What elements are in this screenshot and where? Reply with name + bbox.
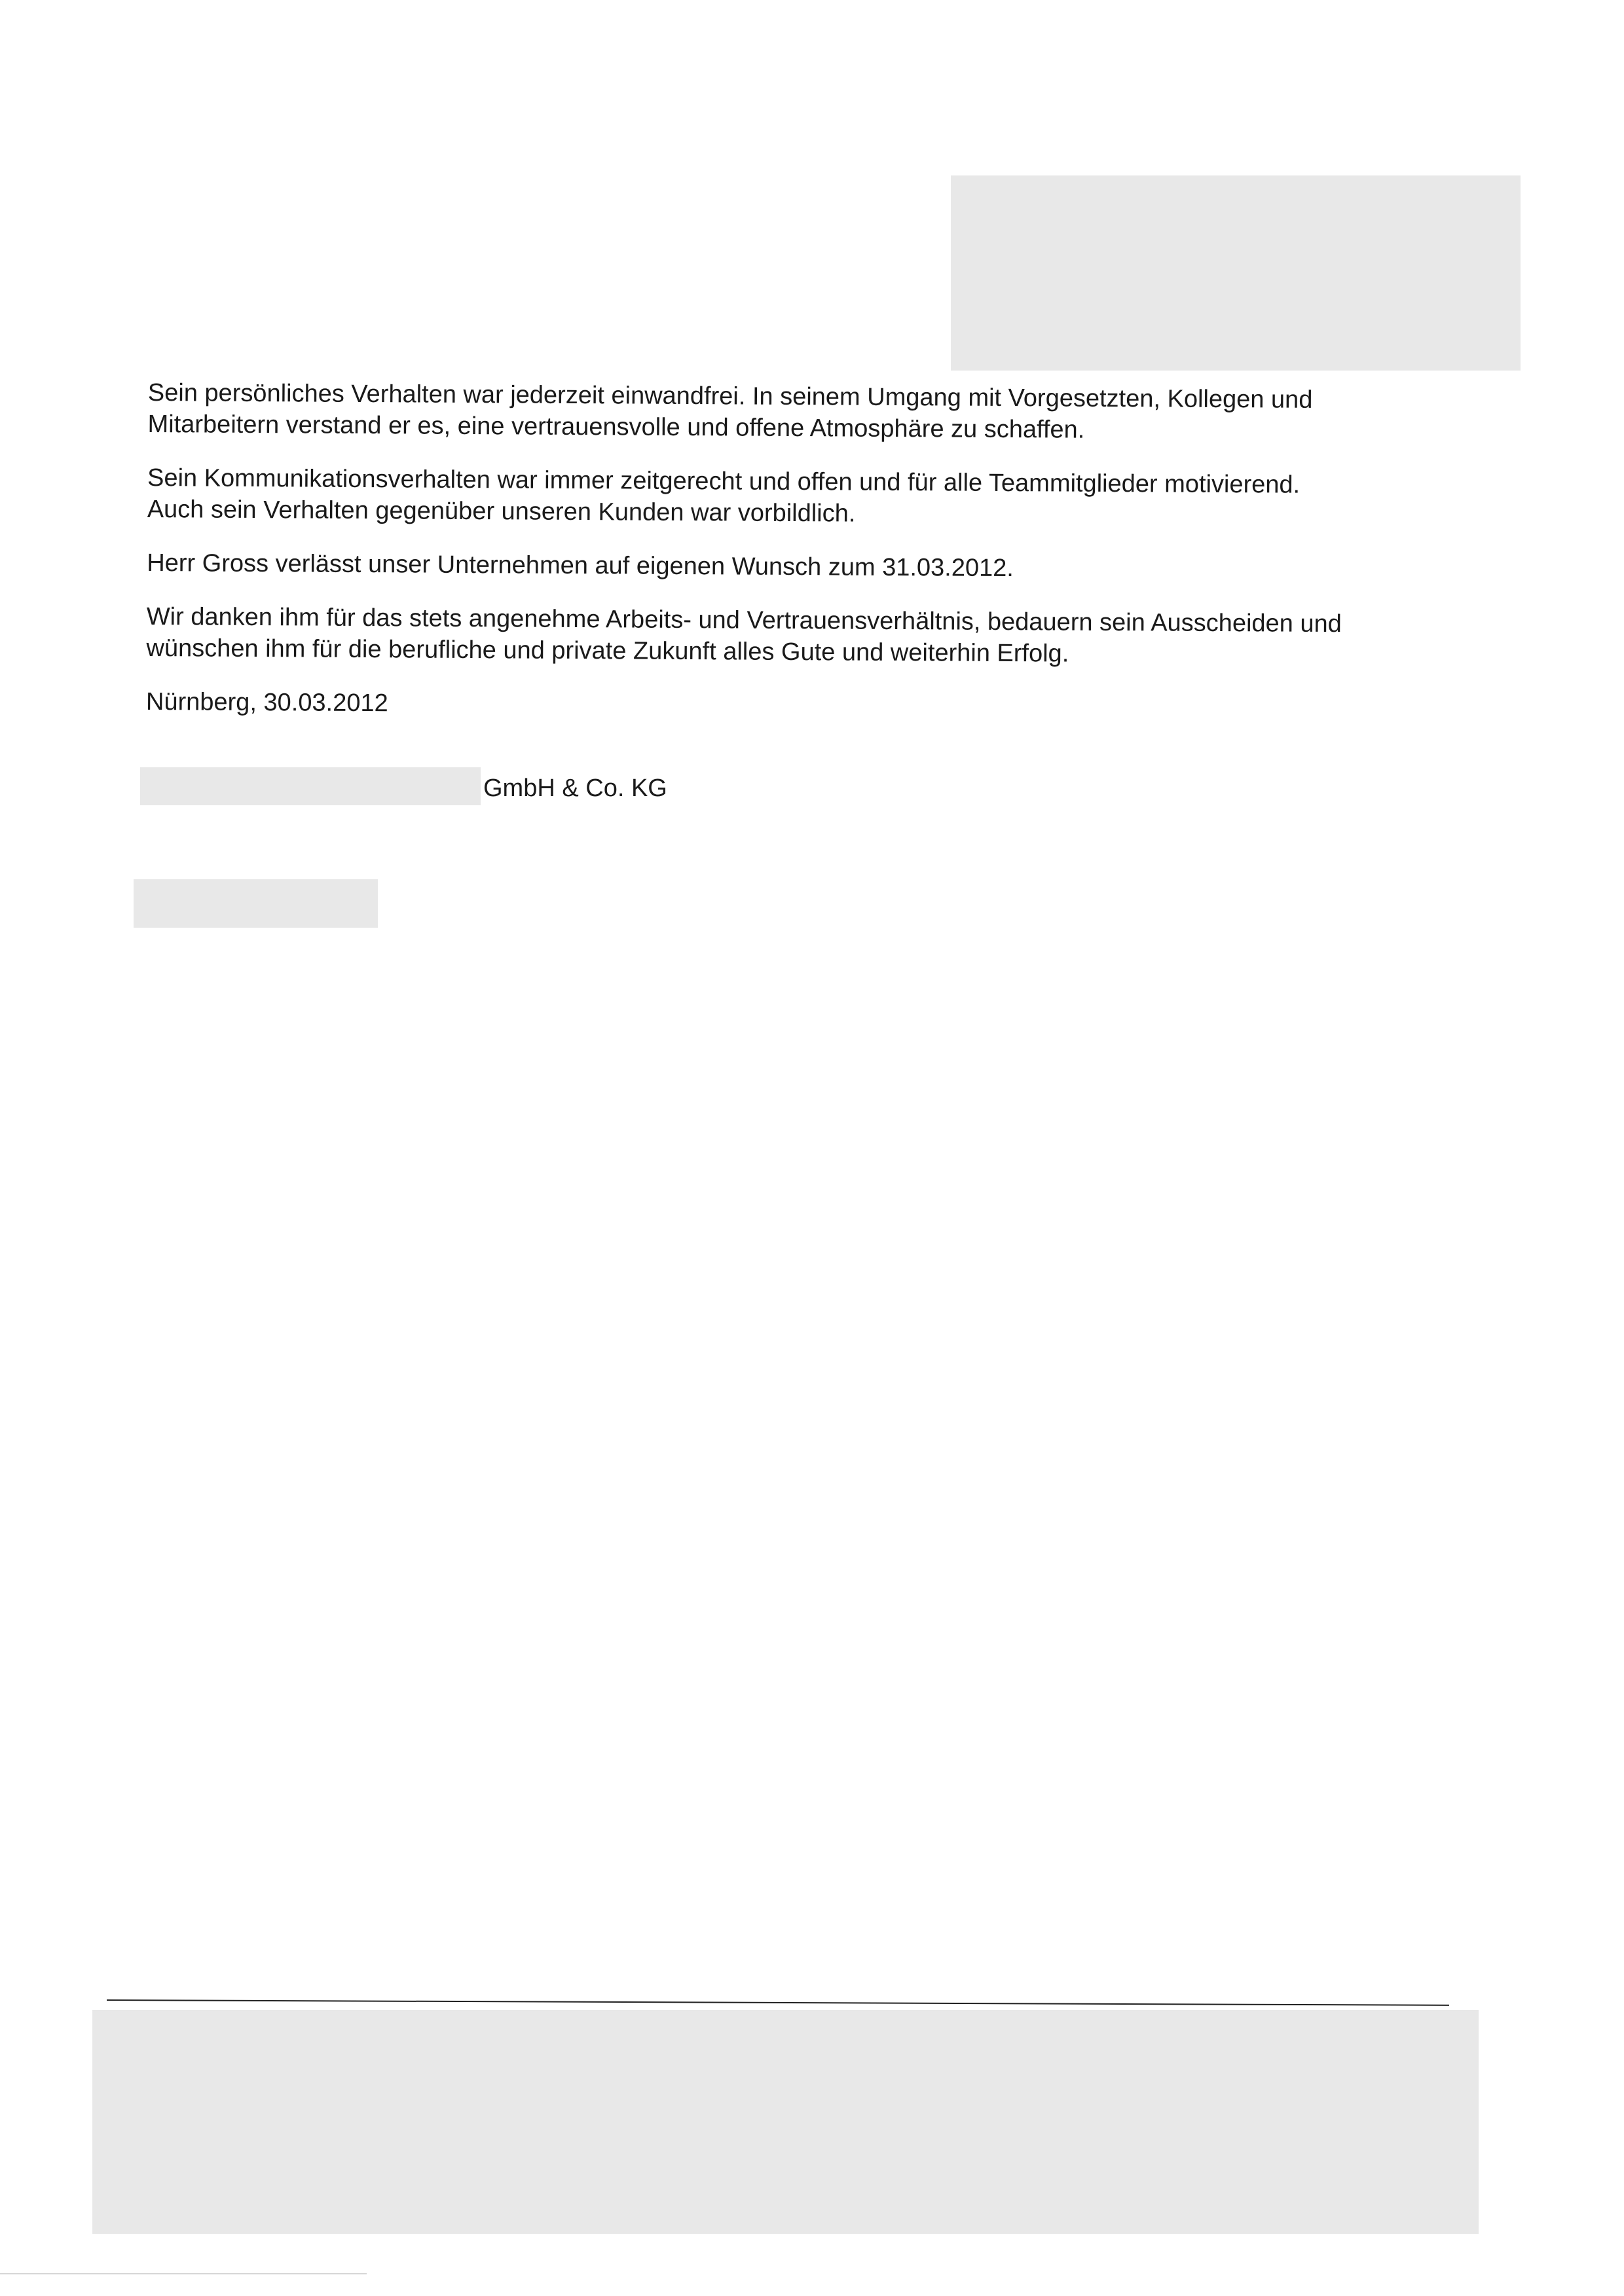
redacted-signature [134, 879, 378, 928]
paragraph-departure [147, 547, 1456, 587]
redacted-company-name [140, 767, 481, 805]
paragraph-closing [146, 601, 1456, 672]
text-line: Mitarbeitern verstand er es, eine vertrauensvolle und offene Atmosphäre zu schaffen. [147, 410, 1085, 444]
place-and-date [146, 686, 1456, 725]
redacted-footer-block [92, 2010, 1479, 2234]
letter-body [146, 377, 1458, 748]
company-legal-form: GmbH & Co. KG [483, 774, 667, 802]
paragraph-conduct [147, 377, 1458, 448]
text-line: Nürnberg, 30.03.2012 [145, 687, 388, 718]
paragraph-communication [147, 462, 1458, 533]
text-line: wünschen ihm für die berufliche und private Zukunft alles Gute und weiterhin Erfolg. [146, 634, 1069, 668]
text-line: Sein Kommunikationsverhalten war immer zeitgerecht und offen und für alle Teammitglieder motivierend. [147, 464, 1301, 499]
text-line: Herr Gross verlässt unser Unternehmen auf eigenen Wunsch zum 31.03.2012. [147, 549, 1014, 583]
text-line: Auch sein Verhalten gegenüber unseren Kunden war vorbildlich. [147, 495, 856, 528]
text-line: Sein persönliches Verhalten war jederzeit einwandfrei. In seinem Umgang mit Vorgesetzten, Kollegen und [147, 378, 1313, 414]
redacted-letterhead-block [951, 175, 1521, 371]
text-line: Wir danken ihm für das stets angenehme Arbeits- und Vertrauensverhältnis, bedauern sein Ausscheiden und [146, 602, 1342, 638]
footer-divider [107, 1999, 1449, 2006]
scan-edge-line [0, 2273, 367, 2274]
